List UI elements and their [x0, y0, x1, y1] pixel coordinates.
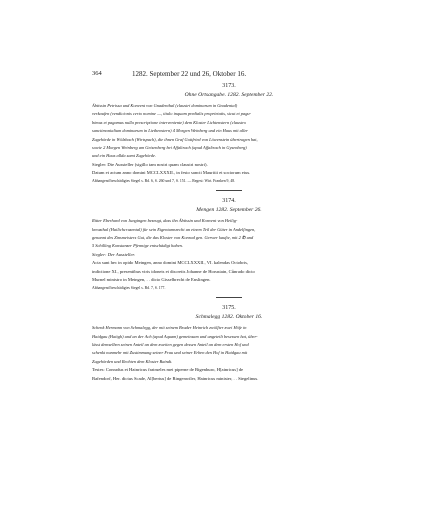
entry-3174 [92, 198, 366, 291]
regest-line: Äbtissin Petrissa und Konvent von Gnadenthal (claustri dominarum in Gnadental) [92, 103, 238, 108]
entry-source: Abhangend beschädigtes Siegel s. Bd. 7, S. 177. [92, 285, 166, 290]
entry-source: Abhangend beschädigtes Siegel s. Bd. 6, S. 260 und 7, S. 151. — Regest: Wirt. Franken 9, 48. [92, 178, 236, 183]
entry-regest [92, 324, 366, 366]
entry-text-line: indictione XI., presentibus viris idoneis et discretis Johanne de Horustain, Cůnrado dicto [92, 268, 255, 274]
regest-line: und ein Haus allda samt Zugehörde. [92, 153, 156, 159]
regest-line: kreuzthal (Hailichcruzental) für sein Eigentumsrecht an einem Teil der Güter in Andelfingen, [92, 226, 256, 232]
page-number: 364 [92, 70, 102, 77]
regest-line: Haidgau (Haitgh) und an der Ach (apud Aquam) gemeinsam und ungeteilt besessen hat, über- [92, 333, 258, 339]
regest-line: sanctimonialium dominarum in Liethenstern) 4 Morgen Weinberg und ein Haus mit aller [92, 128, 248, 134]
entry-dateline: Ohne Ortsangabe. 1282. September 22. [184, 92, 274, 98]
regest-line: lässt demselben seinen Anteil an dem zweiten gegen dessen Anteil an dem ersten Hof und [92, 341, 249, 347]
regest-line: Ritter Eberhard von Jungingen bezeugt, dass ihn Äbtissin und Konvent von Heilig- [92, 218, 238, 224]
entry-3173 [92, 83, 366, 184]
regest-line: Zugehörde in Wölzbach (Wirtspach), die ihnen Graf Gottfried von Löwenstein übertragen hat, [92, 136, 258, 142]
entry-number: 3175. [222, 305, 236, 312]
entry-sealer: Siegler: Der Aussteller. [92, 251, 135, 257]
regest-line: bimus et pagamus nulla prescriptione interveniente) dem Kloster Lichtenstern (claustro [92, 119, 246, 125]
running-head [92, 70, 366, 82]
entry-dateline: Mengen 1282. September 26. [196, 207, 262, 214]
entry-text-line: Murnel ministro in Meingen, . . dicto Gisselbrecht de Enslingen. [92, 277, 211, 283]
entry-sealer: Siegler: Die Aussteller (sigillo tam nostri quam claustri nostri). [92, 161, 208, 167]
entry-dateline: Schmalegg 1282. Oktober 16. [195, 314, 263, 321]
regest-line: Schenk Hermann von Schmalegg, der mit seinem Bruder Heinrich zwölfter zwei Höfe in [92, 325, 247, 331]
document-page [92, 70, 366, 383]
entry-regest [92, 102, 366, 161]
entry-regest [92, 217, 366, 251]
regest-line: schenkt nunmehr mit Zustimmung seiner Frau und seiner Erben den Hof in Haidgau mit [92, 350, 248, 356]
regest-line: genannt des Zinsmeisters Gut, die das Kloster von Konrad gen. Gerwer kaufte, mit 2 ℔ und [92, 235, 254, 241]
entry-text-line: Datum et actum anno domini MCCLXXXII., in festo sancti Mauritii et sociorum eius. [92, 170, 251, 176]
entry-text-line: Bafendorf, Her. dictus Scade, Al[bertus] de Ringenwiler, Hainricus minister, . . Stegelinus. [92, 375, 259, 381]
entry-text-line: Acta sunt hec in opido Meingen, anno domini MCCLXXXII., VI. kalendas Octobris, [92, 260, 249, 266]
regest-line: Zugehörden und Rechten dem Kloster Baindt. [92, 358, 173, 364]
entry-3175 [92, 305, 366, 383]
entry-number: 3174. [222, 198, 236, 205]
running-head-title: 1282. September 22 und 26, Oktober 16. [132, 70, 247, 78]
regest-line: 5 Schilling Konstanzer Pfennige entschädigt haben. [92, 243, 183, 249]
entry-number: 3173. [222, 83, 236, 89]
entry-text-line: Testes: Conradus et Hainricus fratrueles mei piperne de Bigenburo, H[ainricus] de [92, 367, 244, 373]
regest-line: verkaufen (vendicionis certo nomine —, titulo inquam predialis proprietatis, sicut et pagu- [92, 111, 252, 117]
regest-line: sowie 2 Morgen Weinberg am Geisenberg bei Affaltrach (apud Affaltrach in Gysenberg) [92, 145, 247, 151]
